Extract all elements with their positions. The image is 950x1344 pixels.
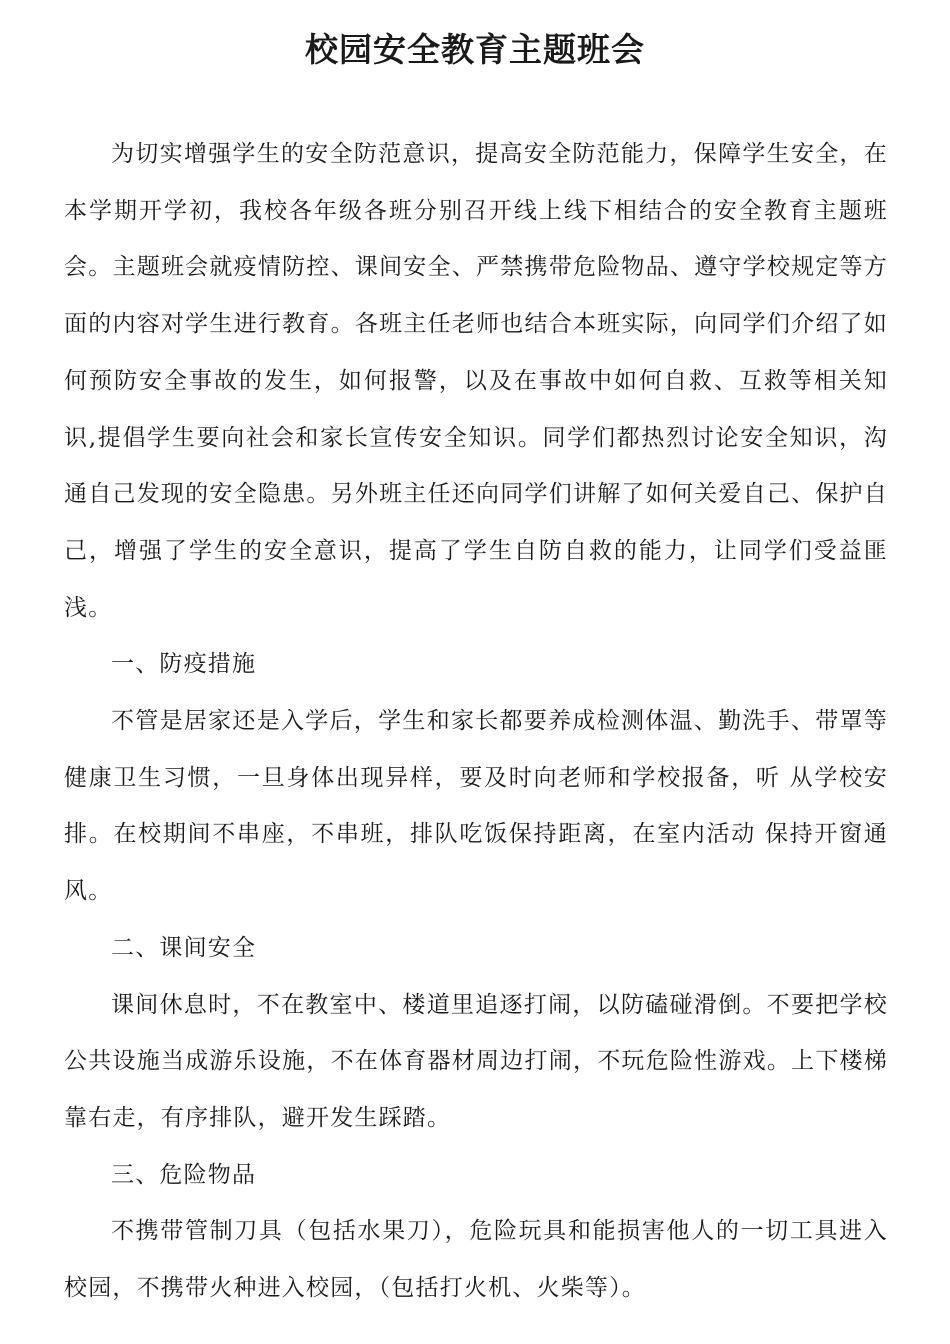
document-body: [64, 126, 888, 1317]
document-title: 校园安全教育主题班会: [305, 30, 645, 69]
break-safety-paragraph: 课间休息时，不在教室中、楼道里追逐打闹，以防磕碰滑倒。不要把学校公共设施当成游乐设施，不在体育器材周边打闹，不玩危险性游戏。上下楼梯靠右走，有序排队，避开发生踩踏。: [64, 991, 888, 1131]
epidemic-prevention-paragraph: 不管是居家还是入学后，学生和家长都要养成检测体温、勤洗手、带罩等健康卫生习惯，一旦身体出现异样，要及时向老师和学校报备，听 从学校安排。在校期间不串座，不串班，排队吃饭保持距离，在室内活动 保持开窗通风。: [64, 708, 888, 905]
section-heading-epidemic-prevention: 一、防疫措施: [111, 651, 257, 678]
section-heading-dangerous-items: 三、危险物品: [111, 1161, 257, 1188]
intro-paragraph: 为切实增强学生的安全防范意识，提高安全防范能力，保障学生安全，在本学期开学初，我校各年级各班分别召开线上线下相结合的安全教育主题班会。主题班会就疫情防控、课间安全、严禁携带危险物品、遵守学校规定等方面的内容对学生进行教育。各班主任老师也结合本班实际，向同学们介绍了如何预防安全事故的发生，如何报警，以及在事故中如何自救、互救等相关知识,提倡学生要向社会和家长宣传安全知识。同学们都热烈讨论安全知识，沟通自己发现的安全隐患。另外班主任还向同学们讲解了如何关爱自己、保护自己，增强了学生的安全意识，提高了学生自防自救的能力，让同学们受益匪浅。: [64, 141, 888, 621]
section-heading-break-safety: 二、课间安全: [111, 934, 257, 961]
dangerous-items-paragraph: 不携带管制刀具（包括水果刀），危险玩具和能损害他人的一切工具进入校园，不携带火种进入校园，（包括打火机、火柴等）。: [64, 1218, 888, 1302]
